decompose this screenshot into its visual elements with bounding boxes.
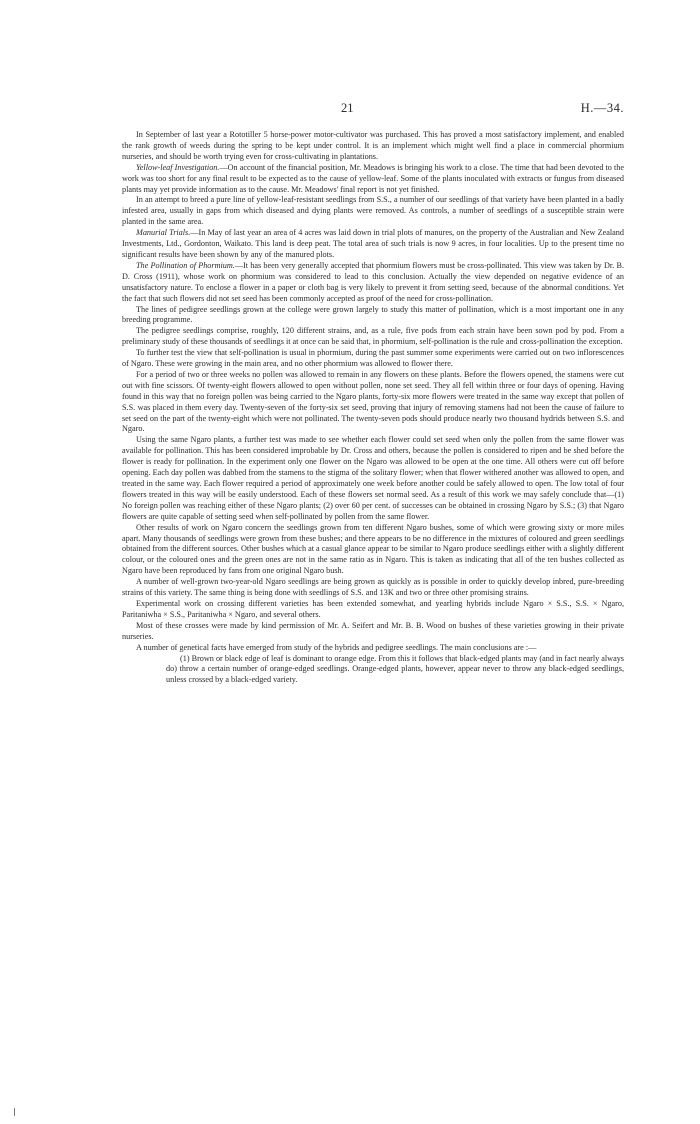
conclusion-item: (1) Brown or black edge of leaf is dominant to orange edge. From this it follows that black-edged plants may (and in fact nearly always do) throw a certain number of orange-edged seedlings. Orange-edged plants, however, appear never to throw any black-edged seedlings, unless crossed by a black-edged variety.	[166, 653, 624, 685]
body-text	[122, 130, 624, 686]
section-heading: Yellow-leaf Investigation.	[136, 162, 220, 172]
paragraph: A number of well-grown two-year-old Ngaro seedlings are being grown as quickly as is possible in order to quickly develop inbred, pure-breeding strains of this variety. The same thing is being done with seedlings of S.S. and 13K and two or three other promising strains.	[122, 577, 624, 598]
paragraph: Other results of work on Ngaro concern the seedlings grown from ten different Ngaro bushes, some of which were growing sixty or more miles apart. Many thousands of seedlings were grown from these bushes; and there appears to be no difference in the mixtures of coloured and green seedlings obtained from the different sources. Other bushes which at a casual glance appear to be similar to Ngaro produce seedlings either with a slightly different colour, or the coloured ones and the green ones are not in the same ratio as in Ngaro. This is taken as indicating that all of the ten bushes collected as Ngaro have been reproduced by fans from one original Ngaro bush.	[122, 522, 624, 576]
paragraph: Experimental work on crossing different varieties has been extended somewhat, and yearling hybrids include Ngaro × S.S., S.S. × Ngaro, Paritaniwha × S.S., Paritaniwha × Ngaro, and several others.	[122, 598, 624, 619]
paragraph: To further test the view that self-pollination is usual in phormium, during the past summer some experiments were carried out on two inflorescences of Ngaro. These were growing in the main area, and no other phormium was allowed to flower there.	[122, 348, 624, 369]
paragraph: A number of genetical facts have emerged from study of the hybrids and pedigree seedlings. The main conclusions are :—	[136, 642, 537, 652]
paragraph: In an attempt to breed a pure line of yellow-leaf-resistant seedlings from S.S., a number of our seedlings of that variety have been planted in a badly infested area, usually in gaps from which diseased and dying plants were removed. As controls, a number of seedlings of a susceptible strain were planted in the same area.	[122, 195, 624, 227]
section-heading: Manurial Trials.	[136, 228, 191, 238]
document-reference: H.—34.	[580, 101, 624, 115]
page-header	[0, 101, 700, 117]
paragraph: The lines of pedigree seedlings grown at the college were grown largely to study this matter of pollination, which is a most important one in any breeding programme.	[122, 304, 624, 325]
page-number: 21	[341, 101, 354, 115]
section-heading: The Pollination of Phormium.	[136, 260, 235, 270]
paragraph: The pedigree seedlings comprise, roughly, 120 different strains, and, as a rule, five pods from each strain have been sown pod by pod. From a preliminary study of these thousands of seedlings it at once can be said that, in phormium, self-pollination is the rule and cross-pollination the exception.	[122, 326, 624, 347]
paragraph: Using the same Ngaro plants, a further test was made to see whether each flower could set seed when only the pollen from the same flower was available for pollination. This has been considered improbable by Dr. Cross and others, because the pollen is considered to ripen and be shed before the flower is ready for pollination. In the experiment only one flower on the Ngaro was allowed to be open at the one time. All others were cut off before opening. Each day pollen was dabbed from the stamens to the stigma of the solitary flower; when that flower withered another was allowed to open, and treated in the same way. Each flower required a period of approximately one week before another could be safely allowed to open. The low total of four flowers treated in this way will be easily understood. Each of these flowers set normal seed. As a result of this work we may safely conclude that—(1) No foreign pollen was reaching either of these Ngaro plants; (2) over 60 per cent. of successes can be obtained in crossing Ngaro by S.S.; (3) that Ngaro flowers are quite capable of setting seed when self-pollinated by pollen from the same flower.	[122, 435, 624, 521]
paragraph: In September of last year a Rototiller 5 horse-power motor-cultivator was purchased. This has proved a most satisfactory implement, and enabled the rank growth of weeds during the spring to be kept under control. It is an implement which might well find a place in commercial phormium nurseries, and should be worth trying even for cross-cultivating in plantations.	[122, 130, 624, 161]
paragraph: Manurial Trials.—In May of last year an area of 4 acres was laid down in trial plots of manures, on the property of the Australian and New Zealand Investments, Ltd., Gordonton, Waikato. This land is deep peat. The total area of such trials is now 9 acres, in four localities. Up to the present time no significant results have been shown by any of the manured plots.	[122, 228, 624, 259]
paragraph: Most of these crosses were made by kind permission of Mr. A. Seifert and Mr. B. B. Wood on bushes of these varieties growing in their private nurseries.	[122, 620, 624, 641]
scan-edge-mark	[14, 1108, 15, 1116]
paragraph: Yellow-leaf Investigation.—On account of the financial position, Mr. Meadows is bringing his work to a close. The time that had been devoted to the work was too short for any final result to be expected as to the cause of yellow-leaf. Some of the plants inoculated with extracts or fungus from diseased plants may yet provide information as to the cause. Mr. Meadows' final report is not yet finished.	[122, 162, 624, 194]
paragraph: The Pollination of Phormium.—It has been very generally accepted that phormium flowers must be cross-pollinated. This view was taken by Dr. B. D. Cross (1911), whose work on phormium was considered to lead to this conclusion. Actually the view depended on negative evidence of an unsatisfactory nature. To enclose a flower in a paper or cloth bag is very likely to prevent it from setting seed, because of the abnormal conditions. Yet the fact that such flowers did not set seed has been commonly accepted as proof of the need for cross-pollination.	[122, 260, 624, 303]
paragraph: For a period of two or three weeks no pollen was allowed to remain in any flowers on these plants. Before the flowers opened, the stamens were cut out with fine scissors. Of twenty-eight flowers allowed to open without pollen, none set seed. They all fell within three or four days of opening. Having found in this way that no foreign pollen was being carried to the Ngaro plants, forty-six more flowers were treated in the same way except that pollen of S.S. was placed in them every day. Twenty-seven of the forty-six set seed, proving that injury of removing stamens had not been the cause of failure to set seed on the part of the twenty-eight which were not pollinated. The twenty-seven pods should produce nearly two thousand hydrids between S.S. and Ngaro.	[122, 369, 624, 434]
